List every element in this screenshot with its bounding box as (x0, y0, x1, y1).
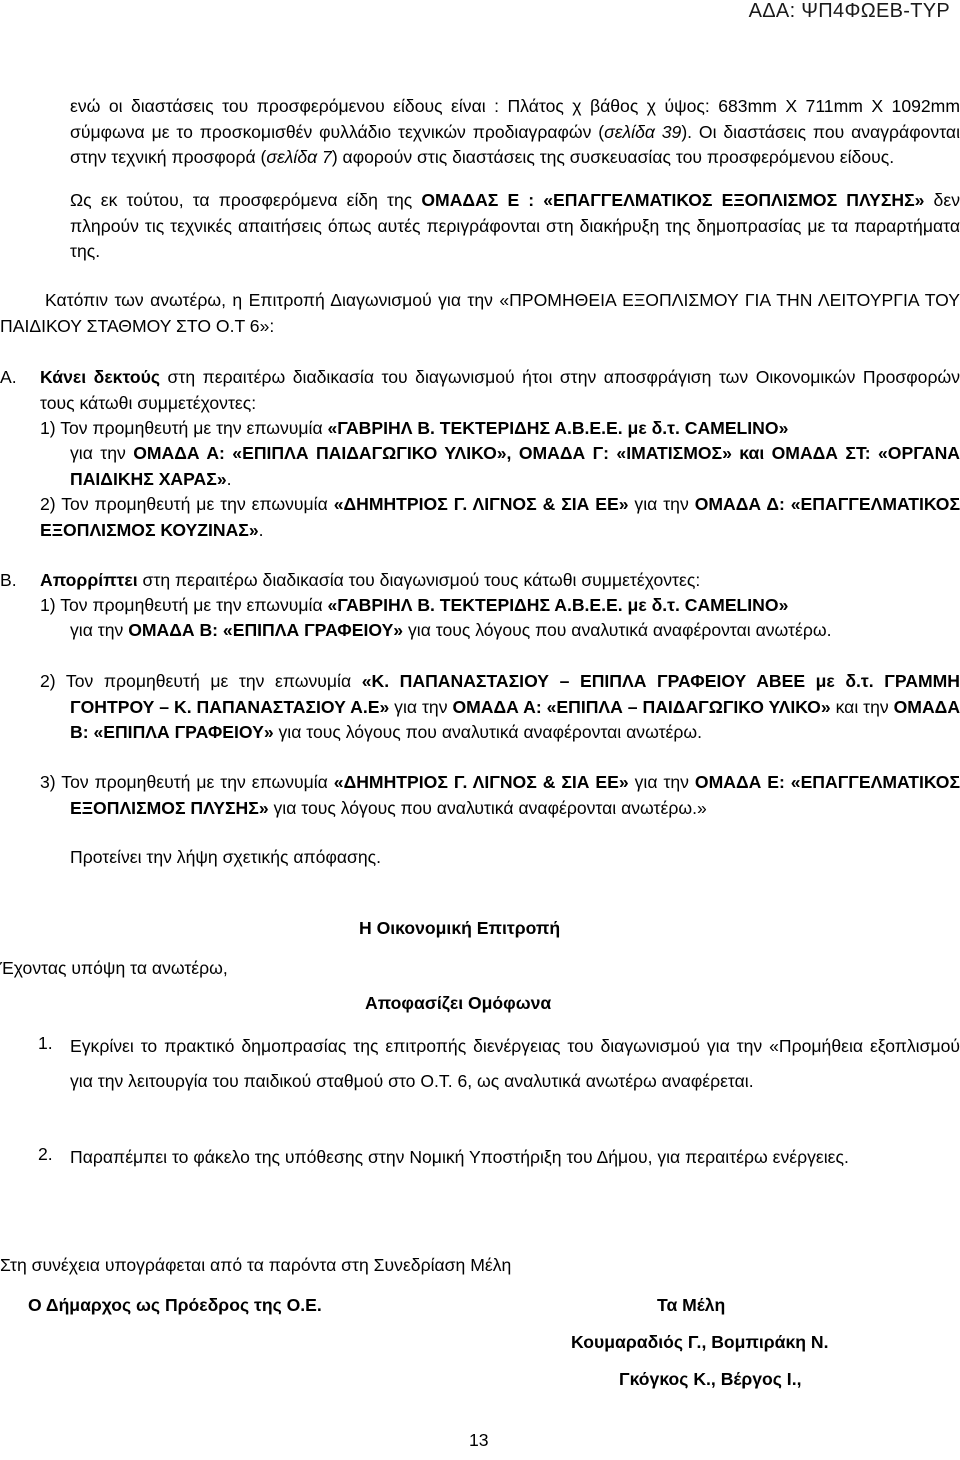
mayor-signature: Ο Δήμαρχος ως Πρόεδρος της Ο.Ε. (28, 1295, 322, 1315)
bold-text: «ΓΑΒΡΙΗΛ Β. ΤΕΚΤΕΡΙΔΗΣ Α.Β.Ε.Ε. με δ.τ. CAMELINO» (327, 595, 789, 615)
bold-text: «ΔΗΜΗΤΡΙΟΣ Γ. ΛΙΓΝΟΣ & ΣΙΑ ΕΕ» (333, 772, 629, 792)
italic-reference: σελίδα 39 (604, 121, 682, 142)
text: ). Οι διαστάσεις που αναγράφονται στην τεχνική προσφορά ( (70, 121, 960, 167)
text: για την (70, 620, 129, 640)
text: 3) Τον προμηθευτή με την επωνυμία (40, 772, 334, 792)
decision-text: Παραπέμπει το φάκελο της υπόθεσης στην Νομική Υποστήριξη του Δήμου, για περαιτέρω ενέργειες. (70, 1147, 849, 1167)
decision-number: 2. (38, 1144, 53, 1164)
text: ενώ οι διαστάσεις του προσφερόμενου είδους είναι : Πλάτος χ βάθος χ ύψος: 683mm X 711mm X 1092mm σύμφωνα με το προσκομισθέν φυλλάδιο τεχνικών προδιαγραφών ( (70, 96, 960, 142)
section-a-intro (40, 365, 960, 416)
decision-text: Εγκρίνει το πρακτικό δημοπρασίας της επιτροπής διενέργειας του διαγωνισμού για την «Προμήθεια εξοπλισμού για την λειτουργία του παιδικού σταθμού στο Ο.Τ. 6, ως αναλυτικά ανωτέρω αναφέρεται. (70, 1036, 960, 1091)
italic-reference: σελίδα 7 (266, 147, 332, 167)
text: . (258, 519, 264, 540)
text: 2) Τον προμηθευτή με την επωνυμία (40, 494, 334, 514)
bold-text: ΟΜΑΔΑ Α: «ΕΠΙΠΛΑ – ΠΑΙΔΑΓΩΓΙΚΟ ΥΛΙΚΟ» (452, 696, 831, 717)
bold-text: ΟΜΑΔΑ Β: «ΕΠΙΠΛΑ ΓΡΑΦΕΙΟΥ» (70, 696, 960, 742)
signed-by-members: Στη συνέχεια υπογράφεται από τα παρόντα στη Συνεδρίαση Μέλη (0, 1255, 512, 1275)
text: για τους λόγους που αναλυτικά αναφέρονται ανωτέρω. (403, 620, 832, 640)
paragraph-rejection-reason (70, 188, 960, 265)
decision-number: 1. (38, 1033, 53, 1053)
bold-text: ΟΜΑΔΑ Α: «ΕΠΙΠΛΑ ΠΑΙΔΑΓΩΓΙΚΟ ΥΛΙΚΟ», ΟΜΑΔΑ Γ: «ΙΜΑΤΙΣΜΟΣ» και ΟΜΑΔΑ ΣΤ: «ΟΡΓΑΝΑ ΠΑΙΔΙΚΗΣ ΧΑΡΑΣ» (70, 443, 960, 489)
section-b-item-1 (40, 593, 960, 619)
bold-text: ΟΜΑΔΑ Δ: «ΕΠΑΓΓΕΛΜΑΤΙΚΟΣ ΕΞΟΠΛΙΣΜΟΣ ΚΟΥΖΙΝΑΣ» (40, 494, 960, 540)
members-title: Τα Μέλη (657, 1295, 726, 1315)
section-b-marker: Β. (0, 570, 17, 590)
text: για τους λόγους που αναλυτικά αναφέρονται ανωτέρω. (273, 722, 702, 742)
text: 2) Τον προμηθευτή με την επωνυμία (40, 671, 362, 691)
section-a-item-1 (40, 416, 960, 442)
text: Ως εκ τούτου, τα προσφερόμενα είδη της (70, 190, 422, 210)
text: . (226, 468, 232, 489)
bold-text: «Κ. ΠΑΠΑΝΑΣΤΑΣΙΟΥ – ΕΠΙΠΛΑ ΓΡΑΦΕΙΟΥ ΑΒΕΕ με δ.τ. ΓΡΑΜΜΗ ΓΟΗΤΡΟΥ – Κ. ΠΑΠΑΝΑΣΤΑΣΙΟΥ Α.Ε» (70, 671, 960, 717)
bold-text: ΟΜΑΔΑΣ Ε : «ΕΠΑΓΓΕΛΜΑΤΙΚΟΣ ΕΞΟΠΛΙΣΜΟΣ ΠΛΥΣΗΣ» (421, 190, 925, 210)
section-a-item-2 (40, 492, 960, 543)
text: στη περαιτέρω διαδικασία του διαγωνισμού τους κάτωθι συμμετέχοντες: (137, 570, 701, 590)
proposal-closing: Προτείνει την λήψη σχετικής απόφασης. (70, 847, 382, 867)
text: 1) Τον προμηθευτή με την επωνυμία (40, 418, 328, 438)
text: για την (389, 696, 453, 717)
section-b-item-3 (40, 770, 960, 821)
bold-text: ΟΜΑΔΑ Β: «ΕΠΙΠΛΑ ΓΡΑΦΕΙΟΥ» (128, 620, 404, 640)
text: για την (628, 772, 695, 792)
section-b-item-2 (40, 669, 960, 746)
text: και την (830, 696, 894, 717)
bold-text: Κάνει δεκτούς (40, 367, 160, 387)
committee-title: Η Οικονομική Επιτροπή (359, 918, 561, 938)
section-a-item-1-cont (70, 441, 960, 492)
paragraph-dimensions (70, 94, 960, 171)
section-b-item-1-cont (70, 618, 960, 644)
members-line-1: Κουμαραδιός Γ., Βομπιράκη Ν. (571, 1332, 829, 1352)
bold-text: «ΓΑΒΡΙΗΛ Β. ΤΕΚΤΕΡΙΔΗΣ Α.Β.Ε.Ε. με δ.τ. CAMELINO» (327, 418, 789, 438)
text: ) αφορούν στις διαστάσεις της συσκευασίας του προσφερόμενου είδους. (331, 147, 895, 167)
bold-text: Απορρίπτει (40, 570, 138, 590)
text: 1) Τον προμηθευτή με την επωνυμία (40, 595, 328, 615)
section-b-intro (40, 568, 960, 594)
text: στη περαιτέρω διαδικασία του διαγωνισμού ήτοι στην αποσφράγιση των Οικονομικών Προσφορών τους κάτωθι συμμετέχοντες: (40, 367, 960, 413)
text: δεν πληρούν τις τεχνικές απαιτήσεις όπως αυτές περιγράφονται στη διακήρυξη της δημοπρασίας με τα παραρτήματα της. (70, 190, 960, 261)
bold-text: ΟΜΑΔΑ Ε: «ΕΠΑΓΓΕΛΜΑΤΙΚΟΣ ΕΞΟΠΛΙΣΜΟΣ ΠΛΥΣΗΣ» (70, 772, 960, 818)
page-number: 13 (469, 1430, 489, 1450)
text: για τους λόγους που αναλυτικά αναφέρονται ανωτέρω.» (268, 797, 707, 818)
text: για την (628, 494, 695, 514)
decides-unanimously: Αποφασίζει Ομόφωνα (365, 993, 552, 1013)
section-a-marker: Α. (0, 367, 17, 387)
having-regard: Έχοντας υπόψη τα ανωτέρω, (0, 958, 228, 978)
bold-text: «ΔΗΜΗΤΡΙΟΣ Γ. ΛΙΓΝΟΣ & ΣΙΑ ΕΕ» (333, 494, 629, 514)
text: για την (70, 443, 134, 463)
paragraph-committee-intro: Κατόπιν των ανωτέρω, η Επιτροπή Διαγωνισμού για την «ΠΡΟΜΗΘΕΙΑ ΕΞΟΠΛΙΣΜΟΥ ΓΙΑ ΤΗΝ ΛΕΙΤΟΥΡΓΙΑ ΤΟΥ ΠΑΙΔΙΚΟΥ ΣΤΑΘΜΟΥ ΣΤΟ Ο.Τ 6»: (0, 290, 960, 336)
members-line-2: Γκόγκος Κ., Βέργος Ι., (619, 1369, 802, 1389)
document-code: ΑΔΑ: ΨΠ4ΦΩΕΒ-ΤΥΡ (748, 0, 950, 22)
